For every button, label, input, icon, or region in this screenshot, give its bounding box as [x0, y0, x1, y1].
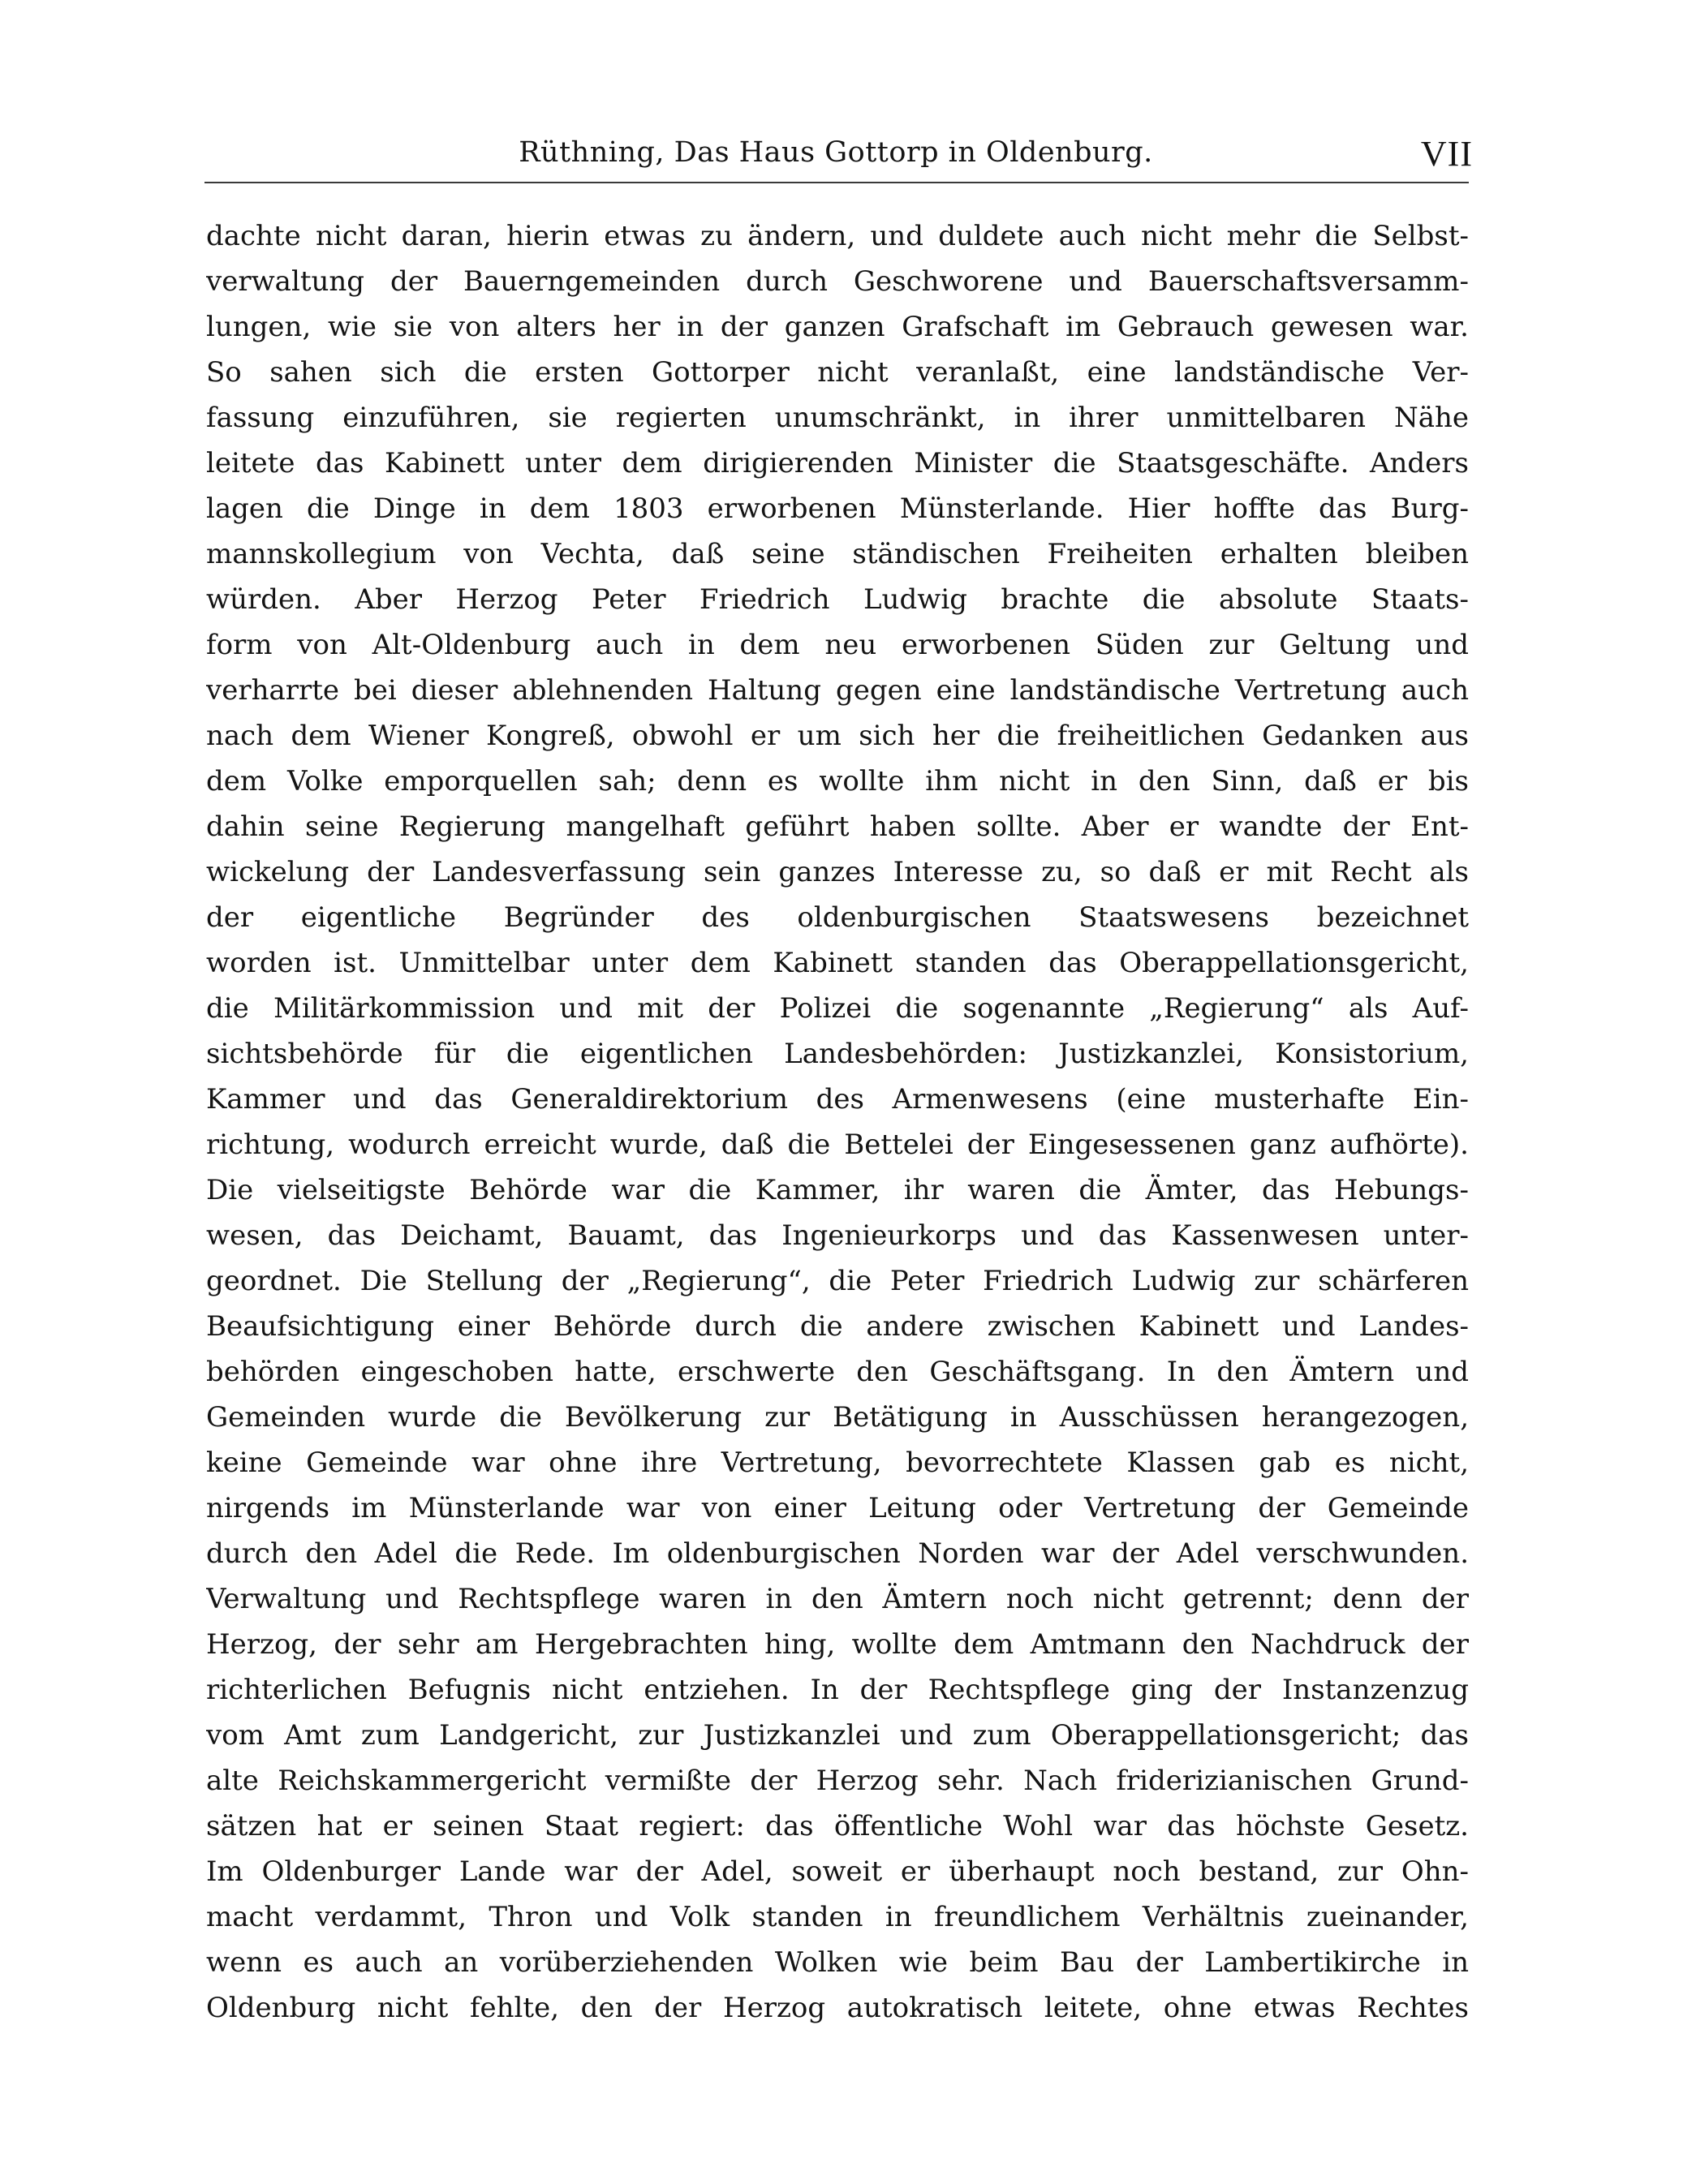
text-line: Beaufsichtigung einer Behörde durch die andere zwischen Kabinett und Landes- [206, 1310, 1469, 1343]
text-line: alte Reichskammergericht vermißte der Herzog sehr. Nach friderizianischen Grund- [206, 1765, 1469, 1797]
text-line: keine Gemeinde war ohne ihre Vertretung, bevorrechtete Klassen gab es nicht, [206, 1447, 1469, 1479]
text-line: wenn es auch an vorüberziehenden Wolken wie beim Bau der Lambertikirche in [206, 1946, 1469, 1979]
text-line: würden. Aber Herzog Peter Friedrich Ludwig brachte die absolute Staats- [206, 583, 1469, 616]
text-line: durch den Adel die Rede. Im oldenburgischen Norden war der Adel verschwunden. [206, 1537, 1469, 1570]
running-head [203, 134, 1473, 185]
text-line: vom Amt zum Landgericht, zur Justizkanzlei und zum Oberappellationsgericht; das [206, 1719, 1469, 1752]
text-line: lagen die Dinge in dem 1803 erworbenen Münsterlande. Hier hoffte das Burg- [206, 492, 1469, 525]
text-line: Oldenburg nicht fehlte, den der Herzog autokratisch leitete, ohne etwas Rechtes [206, 1992, 1469, 2024]
body-text [206, 213, 1469, 2031]
text-line: Gemeinden wurde die Bevölkerung zur Betätigung in Ausschüssen herangezogen, [206, 1401, 1469, 1434]
text-line: richterlichen Befugnis nicht entziehen. In der Rechtspflege ging der Instanzenzug [206, 1674, 1469, 1706]
header-rule [204, 182, 1469, 183]
text-line: verwaltung der Bauerngemeinden durch Geschworene und Bauerschaftsversamm- [206, 265, 1469, 298]
text-line: lungen, wie sie von alters her in der ganzen Grafschaft im Gebrauch gewesen war. [206, 311, 1469, 343]
text-line: worden ist. Unmittelbar unter dem Kabinett standen das Oberappellationsgericht, [206, 947, 1469, 979]
text-line: Verwaltung und Rechtspflege waren in den Ämtern noch nicht getrennt; denn der [206, 1583, 1469, 1615]
text-line: sichtsbehörde für die eigentlichen Landesbehörden: Justizkanzlei, Konsistorium, [206, 1038, 1469, 1070]
text-line: die Militärkommission und mit der Polizei die sogenannte „Regierung“ als Auf- [206, 992, 1469, 1025]
text-line: Kammer und das Generaldirektorium des Armenwesens (eine musterhafte Ein- [206, 1083, 1469, 1116]
text-line: sätzen hat er seinen Staat regiert: das öffentliche Wohl war das höchste Gesetz. [206, 1810, 1469, 1842]
text-line: geordnet. Die Stellung der „Regierung“, die Peter Friedrich Ludwig zur schärferen [206, 1265, 1469, 1297]
text-line: verharrte bei dieser ablehnenden Haltung gegen eine landständische Vertretung auch [206, 674, 1469, 707]
text-line: dahin seine Regierung mangelhaft geführt haben sollte. Aber er wandte der Ent- [206, 810, 1469, 843]
text-line: richtung, wodurch erreicht wurde, daß die Bettelei der Eingesessenen ganz aufhörte). [206, 1129, 1469, 1161]
text-line: Herzog, der sehr am Hergebrachten hing, wollte dem Amtmann den Nachdruck der [206, 1628, 1469, 1661]
text-line: nirgends im Münsterlande war von einer Leitung oder Vertretung der Gemeinde [206, 1492, 1469, 1524]
text-line: mannskollegium von Vechta, daß seine ständischen Freiheiten erhalten bleiben [206, 538, 1469, 570]
text-line: nach dem Wiener Kongreß, obwohl er um sich her die freiheitlichen Gedanken aus [206, 720, 1469, 752]
text-line: leitete das Kabinett unter dem dirigierenden Minister die Staatsgeschäfte. Anders [206, 447, 1469, 479]
running-title: Rüthning, Das Haus Gottorp in Oldenburg. [519, 136, 1153, 169]
text-line: dem Volke emporquellen sah; denn es wollte ihm nicht in den Sinn, daß er bis [206, 765, 1469, 798]
text-line: wickelung der Landesverfassung sein ganzes Interesse zu, so daß er mit Recht als [206, 856, 1469, 888]
text-line: Im Oldenburger Lande war der Adel, soweit er überhaupt noch bestand, zur Ohn- [206, 1855, 1469, 1888]
text-line: wesen, das Deichamt, Bauamt, das Ingenieurkorps und das Kassenwesen unter- [206, 1219, 1469, 1252]
text-line: der eigentliche Begründer des oldenburgischen Staatswesens bezeichnet [206, 901, 1469, 934]
text-line: So sahen sich die ersten Gottorper nicht veranlaßt, eine landständische Ver- [206, 356, 1469, 389]
text-line: form von Alt-Oldenburg auch in dem neu erworbenen Süden zur Geltung und [206, 629, 1469, 661]
text-line: Die vielseitigste Behörde war die Kammer, ihr waren die Ämter, das Hebungs- [206, 1174, 1469, 1206]
text-line: behörden eingeschoben hatte, erschwerte den Geschäftsgang. In den Ämtern und [206, 1356, 1469, 1388]
page-number: VII [1420, 134, 1473, 174]
text-line: fassung einzuführen, sie regierten unumschränkt, in ihrer unmittelbaren Nähe [206, 402, 1469, 434]
text-line: macht verdammt, Thron und Volk standen in freundlichem Verhältnis zueinander, [206, 1901, 1469, 1933]
text-line: dachte nicht daran, hierin etwas zu ändern, und duldete auch nicht mehr die Selbst- [206, 220, 1469, 252]
